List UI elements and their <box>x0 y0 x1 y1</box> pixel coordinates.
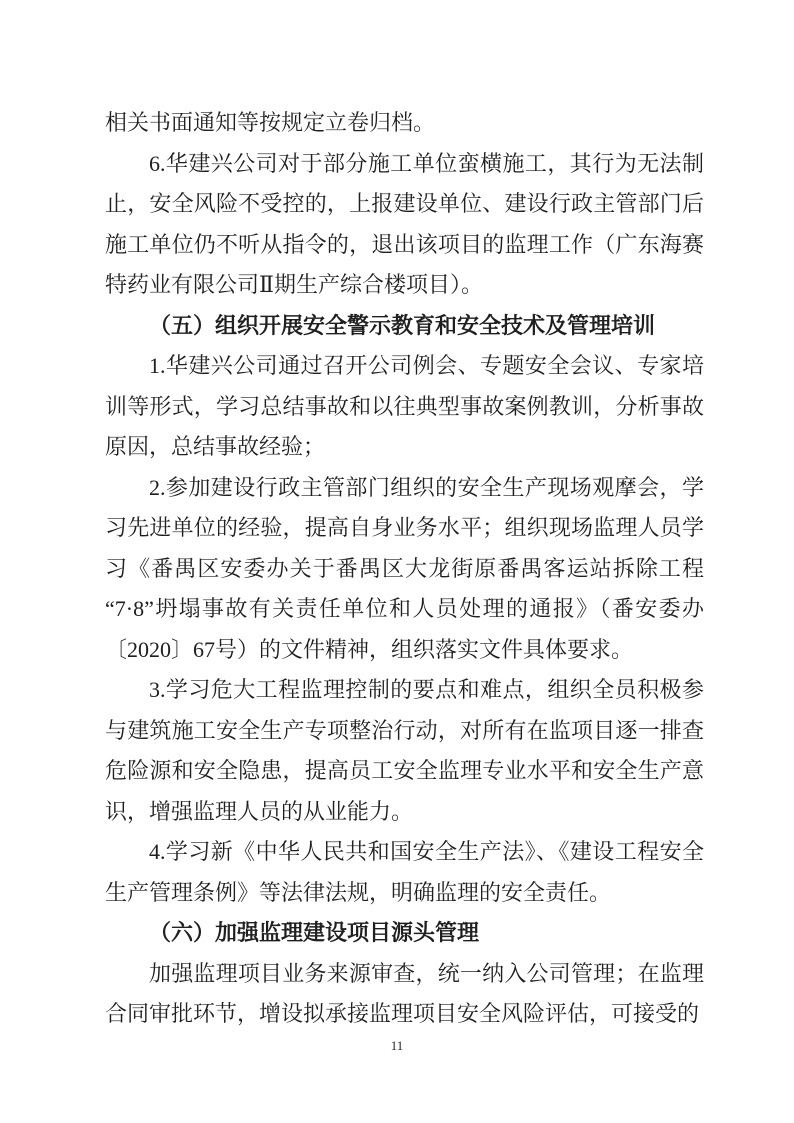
section-heading-5: （五）组织开展安全警示教育和安全技术及管理培训 <box>149 312 656 338</box>
numbered-item-4: 4.学习新《中华人民共和国安全生产法》、《建设工程安全生产管理条例》等法律法规，明确监理的安全责任。 <box>105 839 704 905</box>
page-number: 11 <box>390 1038 404 1053</box>
numbered-item-1: 1.华建兴公司通过召开公司例会、专题安全会议、专家培训等形式，学习总结事故和以往典型事故案例教训，分析事故原因，总结事故经验； <box>105 353 704 459</box>
section-heading-6: （六）加强监理建设项目源头管理 <box>149 920 480 945</box>
numbered-item-2: 2.参加建设行政主管部门组织的安全生产现场观摩会，学习先进单位的经验，提高自身业务水平；组织现场监理人员学习《番禺区安委办关于番禺区大龙街原番禺客运站拆除工程“7·8”坍塌事故有关责任单位和人员处理的通报》（番安委办〔2020〕67号）的文件精神，组织落实文件具体要求。 <box>105 474 704 662</box>
body-paragraph-source-management: 加强监理项目业务来源审查，统一纳入公司管理；在监理合同审批环节，增设拟承接监理项目安全风险评估，可接受的 <box>105 960 704 1026</box>
body-paragraph-continuation: 相关书面通知等按规定立卷归档。 <box>105 110 436 135</box>
numbered-item-3: 3.学习危大工程监理控制的要点和难点，组织全员积极参与建筑施工安全生产专项整治行动，对所有在监项目逐一排查危险源和安全隐患，提高员工安全监理专业水平和安全生产意识，增强监理人员的从业能力。 <box>105 677 704 824</box>
numbered-item-6: 6.华建兴公司对于部分施工单位蛮横施工，其行为无法制止，安全风险不受控的，上报建设单位、建设行政主管部门后施工单位仍不听从指令的，退出该项目的监理工作（广东海赛特药业有限公司Ⅱ期生产综合楼项目）。 <box>105 150 704 297</box>
